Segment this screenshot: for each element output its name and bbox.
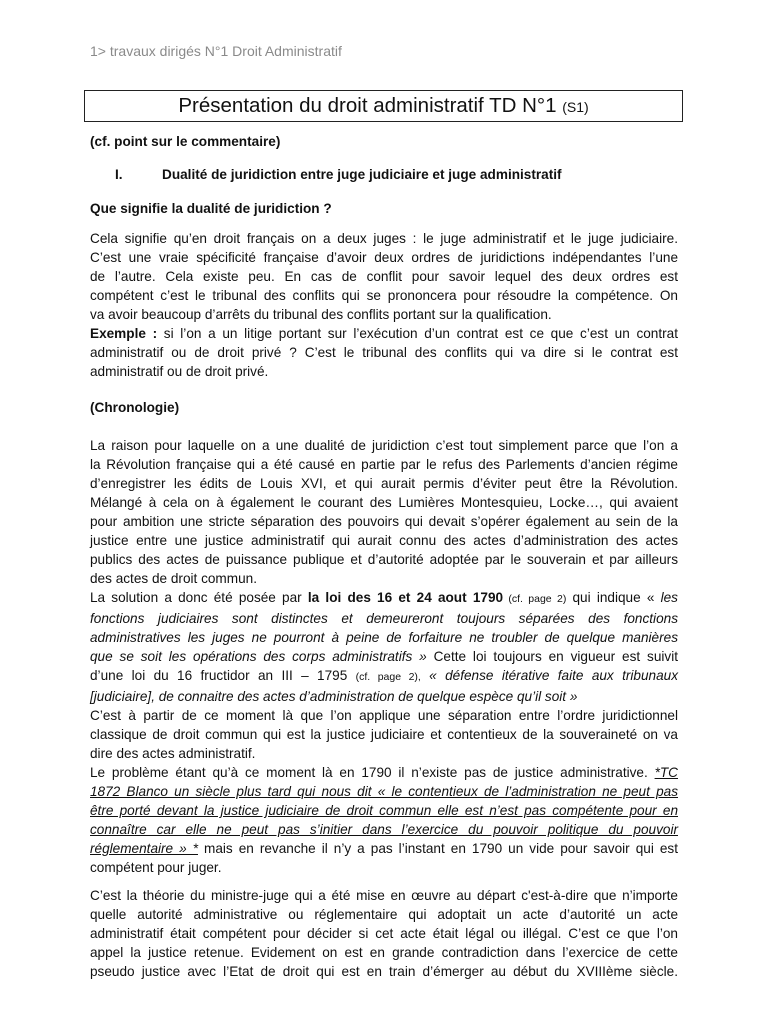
text-line: Mélangé à cela on à également le courant des Lumières Montesquieu, Locke…, qui avaient: [90, 495, 678, 510]
text-line: pseudo justice avec l’Etat de droit qui est en train d’émerger au début du XVIIIème siècle.: [90, 964, 678, 979]
text-run: Le problème étant qu’à ce moment là en 1790 il n’existe pas de justice administrative.: [90, 765, 655, 780]
text-run: Cette loi toujours en vigueur est suivit: [426, 649, 678, 664]
text-line: C’est une vraie spécificité française d’avoir deux ordres de juridictions indépendantes l’une: [90, 250, 678, 265]
chronology-heading: (Chronologie): [90, 400, 180, 415]
quote-text: « défense itérative faite aux tribunaux: [420, 668, 679, 683]
text-line: des actes de droit commun.: [90, 571, 257, 586]
case-quote-line: 1872 Blanco un siècle plus tard qui nous dit « le contentieux de l’administration ne peut pas: [90, 784, 678, 799]
quote-text: les: [660, 590, 678, 605]
running-header: 1> travaux dirigés N°1 Droit Administratif: [90, 43, 342, 59]
paragraph-history: [90, 436, 678, 877]
question-heading: Que signifie la dualité de juridiction ?: [90, 201, 332, 216]
text-line: [90, 839, 678, 858]
example-text: si l’on a un litige portant sur l’exécution d’un contrat est ce que c’est un contrat: [157, 326, 679, 341]
paragraph-definition: [90, 229, 678, 381]
note-line: (cf. point sur le commentaire): [90, 134, 281, 149]
text-line: [90, 647, 678, 666]
example-label: Exemple :: [90, 326, 158, 341]
text-line: d’enregistrer les édits de Louis XVI, et qui aurait permis d’éviter peut être la Révolution.: [90, 476, 678, 491]
text-line: compétent pour juger.: [90, 860, 222, 875]
law-reference: la loi des 16 et 24 aout 1790: [307, 590, 504, 605]
title-box: [84, 90, 683, 122]
text-run: mais en revanche il n’y a pas l’instant en 1790 un vide pour savoir qui est: [197, 841, 678, 856]
text-line: C’est à partir de ce moment là que l’on applique une séparation entre l’ordre juridictionnel: [90, 708, 678, 723]
text-line: quelle autorité administrative ou réglementaire qui adoptait un acte d’autorité un acte: [90, 907, 678, 922]
quote-line: [judiciaire], de connaitre des actes d’administration de quelque espèce qu’il soit »: [90, 689, 578, 704]
text-line: [90, 324, 678, 343]
case-quote-end: réglementaire » *: [90, 841, 198, 856]
text-line: justice entre une justice administratif qui aurait connu des actes d’administration des actes: [90, 533, 678, 548]
text-line: administratif ou de droit privé.: [90, 364, 269, 379]
document-title: Présentation du droit administratif TD N°1: [178, 94, 563, 117]
text-line: pour ambition une stricte séparation des pouvoirs qui devait s’opérer également au sein de la: [90, 514, 678, 529]
text-line: appel la justice retenue. Evidement on est en grande contradiction dans l’exercice de cette: [90, 945, 678, 960]
quote-text: que se soit les opérations des corps administratifs »: [90, 649, 427, 664]
text-line: administratif ou de droit privé ? C’est le tribunal des conflits qui va dire si le contrat est: [90, 345, 678, 360]
text-line: compétent c’est le tribunal des conflits qui se prononcera pour résoudre la compétence. On: [90, 288, 678, 303]
quote-line: administratives les juges ne pourront à peine de forfaiture ne troubler de quelque manières: [90, 630, 678, 645]
text-line: Cela signifie qu’en droit français on a deux juges : le juge administratif et le juge judiciaire.: [90, 231, 678, 246]
case-reference: *TC: [654, 765, 678, 780]
section-title: Dualité de juridiction entre juge judiciaire et juge administratif: [162, 167, 562, 182]
section-number: I.: [115, 167, 123, 182]
text-line: [90, 666, 678, 687]
case-quote-line: connaître car elle ne peut pas s’initier dans l’exercice du pouvoir politique du pouvoir: [90, 822, 678, 837]
case-quote-line: être porté devant la justice judiciaire de droit commun elle est n’est pas compétente pour en: [90, 803, 678, 818]
text-line: [90, 588, 678, 609]
text-line: administratif était compétent pour décider si cet acte était légal ou illégal. C’est ce que l’on: [90, 926, 678, 941]
text-run: d’une loi du 16 fructidor an III – 1795: [90, 668, 356, 683]
text-line: dire des actes administratif.: [90, 746, 256, 761]
document-title-suffix: (S1): [562, 99, 589, 115]
text-line: va avoir beaucoup d’arrêts du tribunal des conflits portant sur la qualification.: [90, 307, 552, 322]
text-line: [90, 763, 678, 782]
page-reference: (cf. page 2),: [355, 671, 421, 683]
text-line: classique de droit commun qui est la justice judiciaire et contentieux de la souveraineté on va: [90, 727, 678, 742]
text-line: de l’autre. Cela existe peu. En cas de conflit pour savoir lequel des deux ordres est: [90, 269, 678, 284]
quote-line: fonctions judiciaires sont distinctes et demeureront toujours séparées des fonctions: [90, 611, 678, 626]
page-reference: (cf. page 2): [503, 593, 567, 605]
text-run: La solution a donc été posée par: [90, 590, 308, 605]
text-line: publics des actes de puissance publique et d’autorité adoptée par le souverain et par ailleurs: [90, 552, 678, 567]
text-line: C’est la théorie du ministre-juge qui a été mise en œuvre au départ c'est-à-dire que n’importe: [90, 888, 678, 903]
text-line: La raison pour laquelle on a une dualité de juridiction c’est tout simplement parce que l’on a: [90, 438, 678, 453]
text-run: qui indique «: [566, 590, 661, 605]
text-line: la Révolution française qui a été causé en partie par le refus des Parlements d’ancien régime: [90, 457, 678, 472]
paragraph-minister-judge: [90, 886, 678, 981]
